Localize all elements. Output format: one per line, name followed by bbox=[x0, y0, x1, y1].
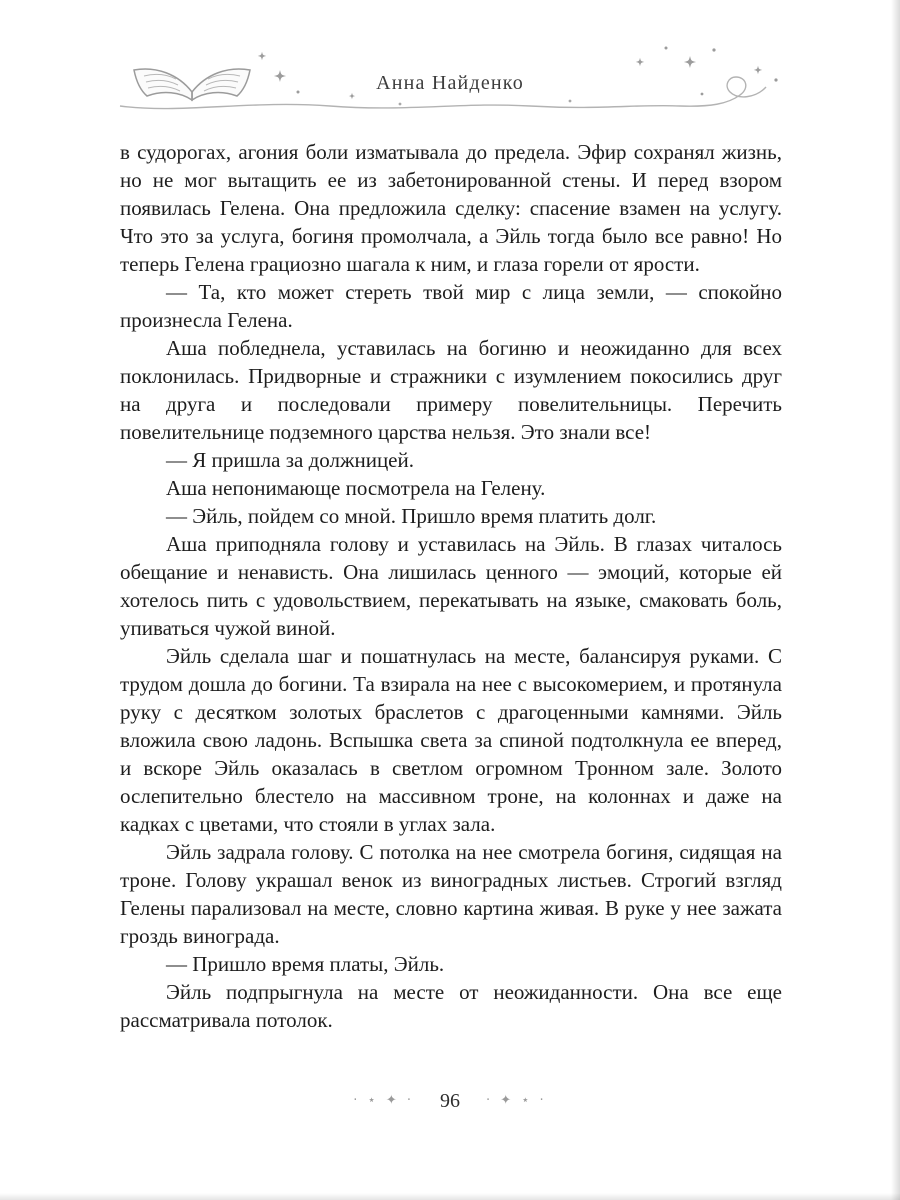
running-header bbox=[0, 0, 900, 122]
paragraph-dialogue: — Пришло время платы, Эйль. bbox=[166, 952, 445, 976]
paragraph: Эйль сделала шаг и пошатнулась на месте, балансируя руками. С трудом дошла до богини. Та взирала на нее с высокомерием, и протянула руку с десятком золотых браслетов с драгоценными камнями. Эйль вложила свою ладонь. Вспышка света за спиной подтолкнула ее вперед, и вскоре Эйль оказалась в светлом огромном Тронном зале. Золото ослепительно блестело на массивном троне, на колоннах и даже на кадках с цветами, что стояли в углах зала. bbox=[120, 644, 782, 836]
scan-edge-bottom bbox=[0, 1193, 900, 1200]
star-cluster-left-icon: · ⋆ ✦ · bbox=[353, 1093, 414, 1108]
paragraph: Эйль задрала голову. С потолка на нее смотрела богиня, сидящая на троне. Голову украшал венок из виноградных листьев. Строгий взгляд Гелены парализовал на месте, словно картина живая. В руке у нее зажата гроздь винограда. bbox=[120, 840, 782, 948]
page-text bbox=[120, 138, 782, 1034]
paragraph-dialogue: — Та, кто может стереть твой мир с лица земли, — спокойно произнесла Гелена. bbox=[120, 280, 782, 332]
paragraph: Аша побледнела, уставилась на богиню и неожиданно для всех поклонилась. Придворные и стражники с изумлением покосились друг на друга и последовали примеру повелительницы. Перечить повелительнице подземного царства нельзя. Это знали все! bbox=[120, 336, 782, 444]
scan-edge-right bbox=[891, 0, 900, 1200]
page-number: 96 bbox=[440, 1090, 460, 1112]
page-footer bbox=[0, 1090, 900, 1113]
paragraph-dialogue: — Я пришла за должницей. bbox=[166, 448, 414, 472]
star-cluster-right-icon: · ✦ ⋆ · bbox=[486, 1093, 547, 1108]
paragraph: Аша непонимающе посмотрела на Гелену. bbox=[166, 476, 546, 500]
paragraph-dialogue: — Эйль, пойдем со мной. Пришло время платить долг. bbox=[166, 504, 657, 528]
paragraph: Эйль подпрыгнула на месте от неожиданности. Она все еще рассматривала потолок. bbox=[120, 980, 782, 1032]
paragraph: в судорогах, агония боли изматывала до предела. Эфир сохранял жизнь, но не мог вытащить ее из забетонированной стены. И перед взором появилась Гелена. Она предложила сделку: спасение взамен на услугу. Что это за услуга, богиня промолчала, а Эйль тогда было все равно! Но теперь Гелена грациозно шагала к ним, и глаза горели от ярости. bbox=[120, 140, 782, 276]
paragraph: Аша приподняла голову и уставилась на Эйль. В глазах читалось обещание и ненависть. Она лишилась ценного — эмоций, которые ей хотелось пить с удовольствием, перекатывать на языке, смаковать боль, упиваться чужой виной. bbox=[120, 532, 782, 640]
author-name: Анна Найденко bbox=[376, 72, 524, 94]
